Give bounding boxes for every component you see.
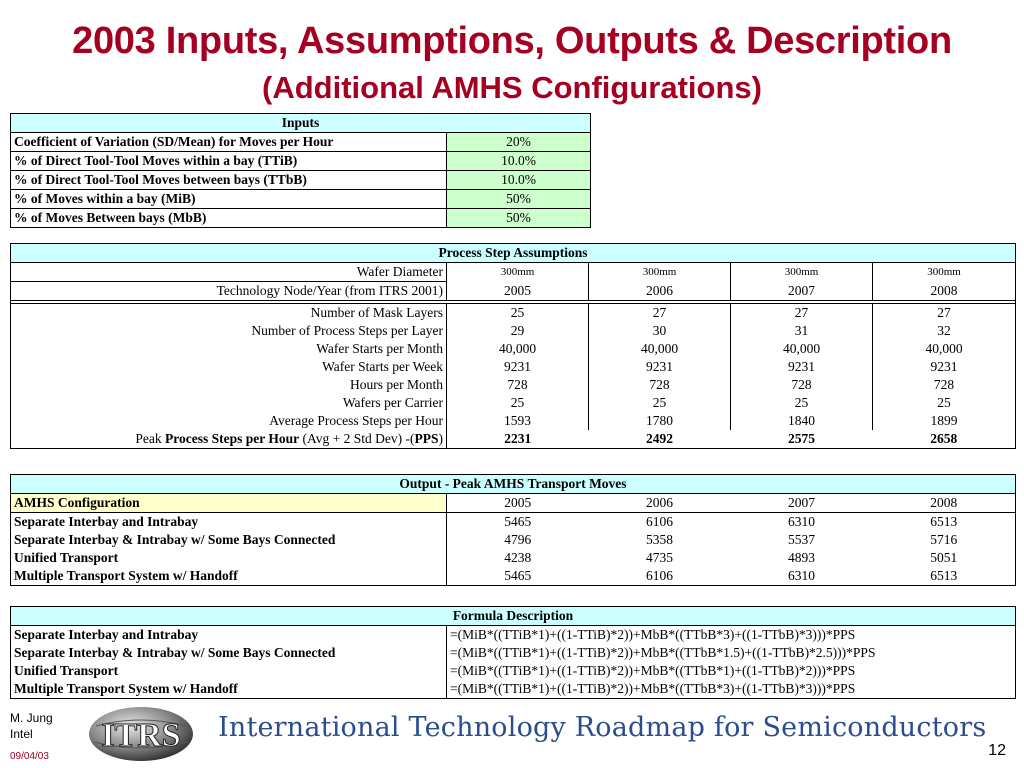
row-label: Number of Process Steps per Layer: [11, 322, 447, 340]
table-row: [11, 358, 1016, 376]
process-table: [10, 243, 1016, 449]
cell: 27: [731, 304, 873, 323]
year-header: 2005: [447, 494, 589, 513]
input-label: % of Direct Tool-Tool Moves between bays (TTbB): [11, 171, 447, 190]
row-label: Number of Mask Layers: [11, 304, 447, 323]
row-label: Separate Interbay and Intrabay: [11, 513, 447, 532]
cell: 4238: [447, 549, 589, 567]
cell: 40,000: [447, 340, 589, 358]
cell: 25: [447, 304, 589, 323]
cell: 1899: [873, 412, 1016, 430]
row-label: Separate Interbay & Intrabay w/ Some Bays Connected: [11, 531, 447, 549]
cell: 5537: [788, 532, 815, 547]
table-row: [11, 549, 1016, 567]
table-row: [11, 171, 591, 190]
cell: 27: [873, 304, 1016, 323]
cell: 300mm: [447, 263, 589, 282]
cell: 5051: [873, 549, 1016, 567]
cell: 2658: [873, 430, 1016, 449]
table-row: [11, 322, 1016, 340]
cell: 6310: [731, 567, 873, 586]
formula-cell: =(MiB*((TTiB*1)+((1-TTiB)*2))+MbB*((TTbB*1)+((1-TTbB)*2)))*PPS: [447, 662, 1016, 680]
cell: 5716: [873, 531, 1016, 549]
cell: 1593: [447, 412, 589, 430]
table-row: [11, 282, 1016, 301]
input-value[interactable]: 50%: [447, 209, 591, 228]
table-row: [11, 263, 1016, 282]
cell: 5465: [447, 513, 589, 532]
formula-cell: =(MiB*((TTiB*1)+((1-TTiB)*2))+MbB*((TTbB*3)+((1-TTbB)*3)))*PPS: [447, 680, 1016, 699]
cell: 25: [873, 394, 1016, 412]
output-table: [10, 474, 1016, 586]
cell: 40,000: [589, 340, 731, 358]
cell: 25: [731, 394, 873, 412]
cell: 6310: [788, 514, 815, 529]
table-row: [11, 340, 1016, 358]
footer-date: 09/04/03: [10, 751, 49, 762]
table-row: [11, 626, 1016, 645]
table-row-peak: [11, 430, 1016, 449]
cell: 2006: [589, 282, 731, 301]
input-label: % of Moves Between bays (MbB): [11, 209, 447, 228]
row-label: Wafer Diameter: [11, 263, 447, 282]
table-row: [11, 304, 1016, 323]
row-label: Unified Transport: [11, 549, 447, 567]
page-subtitle: (Additional AMHS Configurations): [262, 70, 762, 105]
cell: 9231: [447, 358, 589, 376]
table-row: [11, 644, 1016, 662]
globe-icon: [86, 706, 196, 762]
row-label: Separate Interbay and Intrabay: [11, 626, 447, 645]
config-label: AMHS Configuration: [11, 494, 447, 513]
cell: 2005: [447, 282, 589, 301]
cell: 728: [589, 376, 731, 394]
cell: 40,000: [873, 340, 1016, 358]
table-row: [11, 513, 1016, 532]
inputs-table: [10, 113, 591, 228]
cell: 25: [447, 394, 589, 412]
cell: 40,000: [731, 340, 873, 358]
cell: 2008: [873, 282, 1016, 301]
row-label: Multiple Transport System w/ Handoff: [11, 680, 447, 699]
input-value[interactable]: 10.0%: [447, 171, 591, 190]
footer-company: Intel: [10, 727, 33, 741]
table-row: [11, 567, 1016, 586]
cell: 29: [447, 322, 589, 340]
row-label: Wafer Starts per Month: [11, 340, 447, 358]
page-title: 2003 Inputs, Assumptions, Outputs & Description: [72, 20, 952, 62]
formula-header: Formula Description: [11, 607, 1016, 626]
input-label: % of Moves within a bay (MiB): [11, 190, 447, 209]
cell: 31: [731, 322, 873, 340]
input-label: % of Direct Tool-Tool Moves within a bay (TTiB): [11, 152, 447, 171]
cell: 300mm: [731, 263, 873, 282]
table-row: [11, 394, 1016, 412]
table-row: [11, 662, 1016, 680]
cell: 6106: [646, 514, 673, 529]
cell: 728: [873, 376, 1016, 394]
table-row: [11, 494, 1016, 513]
inputs-header: Inputs: [11, 114, 591, 133]
cell: 300mm: [589, 263, 731, 282]
row-label: Hours per Month: [11, 376, 447, 394]
table-row: [11, 531, 1016, 549]
peak-label: Peak Process Steps per Hour (Avg + 2 Std Dev) -(PPS): [11, 430, 447, 449]
footer-author: M. Jung: [10, 711, 53, 725]
year-header: 2006: [589, 494, 731, 513]
cell: 2492: [589, 430, 731, 449]
process-header: Process Step Assumptions: [11, 244, 1016, 263]
svg-text:ITRS: ITRS: [101, 717, 181, 754]
input-value[interactable]: 20%: [447, 133, 591, 152]
year-header: 2007: [731, 494, 873, 513]
input-value[interactable]: 10.0%: [447, 152, 591, 171]
table-row: [11, 133, 591, 152]
table-row: [11, 680, 1016, 699]
output-header: Output - Peak AMHS Transport Moves: [11, 475, 1016, 494]
table-row: [11, 209, 591, 228]
row-label: Multiple Transport System w/ Handoff: [11, 567, 447, 586]
cell: 5465: [447, 567, 589, 586]
table-row: [11, 190, 591, 209]
cell: 1780: [589, 412, 731, 430]
cell: 27: [589, 304, 731, 323]
row-label: Unified Transport: [11, 662, 447, 680]
cell: 6513: [873, 567, 1016, 586]
formula-table: [10, 606, 1016, 699]
cell: 30: [589, 322, 731, 340]
cell: 9231: [731, 358, 873, 376]
cell: 2575: [731, 430, 873, 449]
cell: 300mm: [873, 263, 1016, 282]
page-number: 12: [988, 742, 1006, 759]
row-label: Wafers per Carrier: [11, 394, 447, 412]
cell: 728: [447, 376, 589, 394]
itrs-banner: International Technology Roadmap for Semiconductors: [218, 712, 987, 743]
cell: 5358: [646, 532, 673, 547]
input-label: Coefficient of Variation (SD/Mean) for Moves per Hour: [11, 133, 447, 152]
cell: 25: [589, 394, 731, 412]
cell: 4796: [447, 531, 589, 549]
table-row: [11, 376, 1016, 394]
row-label: Wafer Starts per Week: [11, 358, 447, 376]
cell: 4893: [788, 550, 815, 565]
cell: 728: [731, 376, 873, 394]
cell: 32: [873, 322, 1016, 340]
itrs-logo: [86, 706, 196, 762]
cell: 2007: [731, 282, 873, 301]
input-value[interactable]: 50%: [447, 190, 591, 209]
table-row: [11, 152, 591, 171]
row-label: Technology Node/Year (from ITRS 2001): [11, 282, 447, 301]
cell: 6513: [873, 513, 1016, 532]
formula-cell: =(MiB*((TTiB*1)+((1-TTiB)*2))+MbB*((TTbB*1.5)+((1-TTbB)*2.5)))*PPS: [447, 644, 1016, 662]
formula-cell: =(MiB*((TTiB*1)+((1-TTiB)*2))+MbB*((TTbB*3)+((1-TTbB)*3)))*PPS: [447, 626, 1016, 645]
year-header: 2008: [873, 494, 1016, 513]
cell: 9231: [873, 358, 1016, 376]
cell: 6106: [589, 567, 731, 586]
cell: 1840: [731, 412, 873, 430]
table-row: [11, 412, 1016, 430]
row-label: Average Process Steps per Hour: [11, 412, 447, 430]
row-label: Separate Interbay & Intrabay w/ Some Bays Connected: [11, 644, 447, 662]
cell: 2231: [447, 430, 589, 449]
cell: 9231: [589, 358, 731, 376]
cell: 4735: [646, 550, 673, 565]
